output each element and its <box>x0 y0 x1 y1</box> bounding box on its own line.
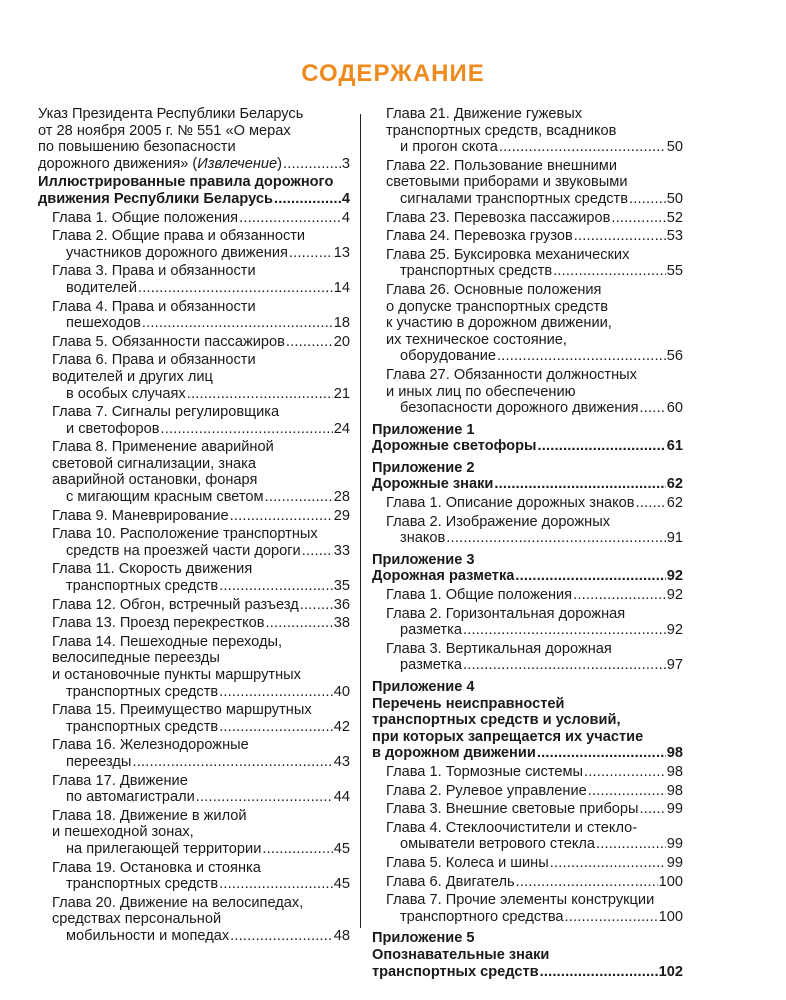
page-number: 48 <box>333 927 350 944</box>
dot-leader <box>300 597 333 614</box>
toc-entry-text: по повышению безопасности <box>38 139 236 156</box>
toc-entry-text: световыми приборами и звуковыми <box>386 174 628 191</box>
dot-leader <box>289 245 333 262</box>
toc-entry-text: Глава 21. Движение гужевых <box>386 106 583 122</box>
toc-entry <box>372 801 683 818</box>
page-number: 45 <box>333 876 350 893</box>
page-number: 98 <box>666 782 683 799</box>
dot-leader <box>219 719 333 736</box>
page-number: 61 <box>666 438 683 455</box>
toc-entry-text: оборудование <box>400 348 497 365</box>
toc-entry-text: Глава 1. Описание дорожных знаков <box>386 495 635 512</box>
dot-leader <box>540 964 658 981</box>
toc-entry-text: Глава 23. Перевозка пассажиров <box>386 209 611 226</box>
toc-entry-text: их техническое состояние, <box>386 331 567 348</box>
toc-entry-text: водителей и других лиц <box>52 368 213 385</box>
toc-column-right <box>372 106 683 982</box>
toc-entry-text: участников дорожного движения <box>66 244 288 261</box>
dot-leader <box>230 508 333 525</box>
toc-entry-text: дорожного движения» (Извлечение) <box>38 155 282 172</box>
toc-entry <box>38 439 350 505</box>
toc-entry-text: средствах персональной <box>52 911 222 928</box>
page-number: 97 <box>666 657 683 674</box>
toc-entry-text: Глава 7. Сигналы регулировщика <box>52 404 280 421</box>
page-number: 99 <box>666 854 683 871</box>
page-number: 92 <box>666 622 683 639</box>
toc-entry <box>38 508 350 525</box>
toc-entry-text: Глава 7. Прочие элементы конструкции <box>386 892 655 909</box>
toc-entry <box>38 634 350 700</box>
page-number: 43 <box>333 753 350 770</box>
dot-leader <box>497 348 666 365</box>
dot-leader <box>565 909 658 926</box>
toc-entry-text: Глава 5. Колеса и шины <box>386 854 549 871</box>
toc-entry-text: и прогон скота <box>400 139 498 156</box>
toc-entry-text: транспортного средства <box>400 908 564 925</box>
toc-entry-text: разметка <box>400 622 462 639</box>
dot-leader <box>463 622 666 639</box>
toc-entry-text: велосипедные переезды <box>52 650 220 667</box>
toc-entry <box>372 422 683 455</box>
page-number: 40 <box>333 683 350 700</box>
toc-entry-text: световой сигнализации, знака <box>52 455 256 472</box>
dot-leader <box>196 789 333 806</box>
dot-leader <box>463 657 666 674</box>
toc-entry <box>38 702 350 735</box>
dot-leader <box>550 855 666 872</box>
toc-entry <box>372 495 683 512</box>
toc-entry-text: Глава 13. Проезд перекрестков <box>52 615 265 632</box>
dot-leader <box>636 495 666 512</box>
toc-entry-text: Глава 2. Горизонтальная дорожная <box>386 605 626 622</box>
toc-column-left <box>38 106 350 947</box>
page-number: 92 <box>666 587 683 604</box>
toc-entry-text: Глава 2. Изображение дорожных <box>386 513 610 530</box>
toc-entry-text: омыватели ветрового стекла <box>400 836 596 853</box>
page-number: 4 <box>341 209 350 226</box>
toc-entry-text: при которых запрещается их участие <box>372 728 644 745</box>
dot-leader <box>132 754 332 771</box>
toc-entry-text: разметка <box>400 657 462 674</box>
dot-leader <box>629 191 666 208</box>
toc-entry <box>372 892 683 925</box>
toc-entry-text: Глава 16. Железнодорожные <box>52 737 249 754</box>
toc-entry-text: Приложение 1 <box>372 421 475 438</box>
toc-entry-text: Глава 17. Движение <box>52 772 188 789</box>
dot-leader <box>584 764 666 781</box>
page-number: 98 <box>666 745 683 762</box>
toc-entry-text: Глава 8. Применение аварийной <box>52 439 274 456</box>
toc-entry <box>372 587 683 604</box>
dot-leader <box>515 568 665 585</box>
page-number: 100 <box>658 908 683 925</box>
toc-entry <box>372 606 683 639</box>
toc-entry-text: Глава 4. Стеклоочистители и стекло- <box>386 819 638 836</box>
page-number: 36 <box>333 596 350 613</box>
page-number: 50 <box>666 139 683 156</box>
dot-leader <box>611 210 665 227</box>
dot-leader <box>574 228 666 245</box>
toc-entry-text: Глава 27. Обязанности должностных <box>386 366 637 383</box>
page-number: 53 <box>666 228 683 245</box>
toc-entry-text: Приложение 3 <box>372 551 475 568</box>
toc-entry <box>372 552 683 585</box>
toc-entry-text: Глава 14. Пешеходные переходы, <box>52 633 283 650</box>
toc-entry-text: Глава 2. Общие права и обязанности <box>52 228 306 245</box>
dot-leader <box>588 783 666 800</box>
toc-entry-text: с мигающим красным светом <box>66 489 264 506</box>
toc-entry-text: Глава 1. Общие положения <box>386 587 573 604</box>
toc-entry-text: Глава 2. Рулевое управление <box>386 782 587 799</box>
toc-entry-text: транспортных средств, всадников <box>386 122 617 139</box>
toc-entry-text: сигналами транспортных средств <box>400 190 628 207</box>
toc-entry <box>38 737 350 770</box>
page-number: 14 <box>333 279 350 296</box>
toc-entry-text: транспортных средств и условий, <box>372 712 621 729</box>
toc-entry-text: Глава 1. Общие положения <box>52 209 239 226</box>
toc-entry-text: Приложение 5 <box>372 930 475 947</box>
dot-leader <box>274 191 341 208</box>
page-number: 33 <box>333 542 350 559</box>
dot-leader <box>596 836 666 853</box>
toc-entry-text: Дорожные светофоры <box>372 438 537 455</box>
dot-leader <box>219 684 333 701</box>
toc-entry-text: транспортных средств <box>400 263 553 280</box>
toc-entry-text: движения Республики Беларусь <box>38 190 273 207</box>
toc-entry-text: знаков <box>400 530 446 547</box>
page-number: 99 <box>666 801 683 818</box>
dot-leader <box>266 615 333 632</box>
toc-entry <box>372 641 683 674</box>
toc-entry-text: Глава 6. Права и обязанности <box>52 352 256 369</box>
toc-entry-text: по автомагистрали <box>66 789 195 806</box>
toc-entry-text: Иллюстрированные правила дорожного <box>38 174 334 191</box>
page-number: 45 <box>333 840 350 857</box>
toc-entry <box>38 210 350 227</box>
toc-entry-text: Глава 26. Основные положения <box>386 281 602 298</box>
toc-entry-text: транспортных средств <box>66 876 219 893</box>
page-number: 60 <box>666 400 683 417</box>
toc-entry <box>372 514 683 547</box>
toc-entry-text: Глава 4. Права и обязанности <box>52 298 256 315</box>
toc-entry <box>372 158 683 208</box>
dot-leader <box>302 543 333 560</box>
toc-entry-text: аварийной остановки, фонаря <box>52 472 258 489</box>
toc-entry-text: и пешеходной зонах, <box>52 824 194 841</box>
dot-leader <box>537 438 665 455</box>
toc-entry-text: транспортных средств <box>66 578 219 595</box>
dot-leader <box>265 489 333 506</box>
toc-entry-text: пешеходов <box>66 315 141 332</box>
toc-entry-text: транспортных средств <box>372 963 539 980</box>
page-number: 21 <box>333 385 350 402</box>
toc-entry <box>372 874 683 891</box>
toc-entry <box>38 174 350 207</box>
toc-entry-text: от 28 ноября 2005 г. № 551 «О мерах <box>38 122 291 139</box>
page-number: 52 <box>666 209 683 226</box>
page-number: 24 <box>333 420 350 437</box>
toc-entry <box>38 597 350 614</box>
dot-leader <box>446 530 665 547</box>
dot-leader <box>219 578 333 595</box>
toc-entry-text: Глава 9. Маневрирование <box>52 507 229 524</box>
toc-entry <box>372 783 683 800</box>
toc-entry-text: Опознавательные знаки <box>372 946 550 963</box>
toc-entry-text: транспортных средств <box>66 683 219 700</box>
toc-entry-text: и иных лиц по обеспечению <box>386 383 576 400</box>
toc-entry <box>372 282 683 365</box>
toc-entry-text: водителей <box>66 279 137 296</box>
page-number: 20 <box>333 333 350 350</box>
dot-leader <box>537 745 666 762</box>
toc-entry <box>38 228 350 261</box>
dot-leader <box>494 476 665 493</box>
dot-leader <box>262 841 332 858</box>
toc-entry-text: Глава 20. Движение на велосипедах, <box>52 894 304 911</box>
toc-entry <box>38 352 350 402</box>
dot-leader <box>219 876 333 893</box>
toc-entry <box>38 404 350 437</box>
toc-entry <box>38 106 350 172</box>
dot-leader <box>230 928 333 945</box>
page-number: 13 <box>333 244 350 261</box>
toc-entry <box>38 773 350 806</box>
page-number: 38 <box>333 615 350 632</box>
toc-entry <box>372 855 683 872</box>
toc-entry-text: Указ Президента Республики Беларусь <box>38 106 304 122</box>
toc-entry-text: Дорожные знаки <box>372 476 494 493</box>
toc-entry-text: Приложение 4 <box>372 679 475 695</box>
page-number: 35 <box>333 578 350 595</box>
toc-entry-text: Перечень неисправностей <box>372 695 565 712</box>
dot-leader <box>142 315 333 332</box>
toc-entry <box>372 106 683 156</box>
page-number: 50 <box>666 190 683 207</box>
dot-leader <box>516 874 658 891</box>
toc-entry <box>38 263 350 296</box>
toc-entry <box>38 334 350 351</box>
toc-entry-text: Глава 12. Обгон, встречный разъезд <box>52 596 299 613</box>
column-divider <box>360 114 361 928</box>
toc-entry-text: о допуске транспортных средств <box>386 298 608 315</box>
dot-leader <box>286 334 333 351</box>
toc-entry-text: в дорожном движении <box>372 745 536 762</box>
toc-entry-text: переезды <box>66 753 132 770</box>
toc-entry <box>38 860 350 893</box>
toc-entry <box>372 820 683 853</box>
toc-entry-text: мобильности и мопедах <box>66 927 230 944</box>
toc-entry <box>38 615 350 632</box>
toc-entry-text: и остановочные пункты маршрутных <box>52 667 301 683</box>
toc-entry-text: Глава 5. Обязанности пассажиров <box>52 333 285 350</box>
dot-leader <box>640 801 666 818</box>
toc-entry <box>38 526 350 559</box>
dot-leader <box>553 263 666 280</box>
page-number: 98 <box>666 763 683 780</box>
dot-leader <box>160 421 332 438</box>
toc-entry-text: средств на проезжей части дороги <box>66 542 301 559</box>
toc-entry-text: Глава 11. Скорость движения <box>52 561 253 578</box>
toc-entry-text: к участию в дорожном движении, <box>386 315 612 332</box>
toc-entry-text: Глава 22. Пользование внешними <box>386 157 617 174</box>
page-number: 4 <box>341 190 350 207</box>
dot-leader <box>138 280 333 297</box>
toc-entry-text: Дорожная разметка <box>372 568 515 585</box>
toc-entry-text: Глава 3. Права и обязанности <box>52 263 256 280</box>
page-number: 62 <box>666 476 683 493</box>
toc-entry <box>38 895 350 945</box>
page-title: СОДЕРЖАНИЕ <box>301 60 485 87</box>
toc-entry-text: Глава 19. Остановка и стоянка <box>52 859 261 876</box>
dot-leader <box>573 587 666 604</box>
toc-entry-text: транспортных средств <box>66 718 219 735</box>
toc-entry <box>372 460 683 493</box>
dot-leader <box>239 210 341 227</box>
page-number: 62 <box>666 495 683 512</box>
toc-entry-text: безопасности дорожного движения <box>400 400 639 417</box>
toc-entry-text: в особых случаях <box>66 385 186 402</box>
toc-entry-text: Глава 3. Вертикальная дорожная <box>386 640 612 657</box>
page-number: 28 <box>333 489 350 506</box>
dot-leader <box>640 400 666 417</box>
page-number: 100 <box>658 873 683 890</box>
page-number: 92 <box>666 568 683 585</box>
toc-entry-text: Глава 1. Тормозные системы <box>386 763 584 780</box>
toc-entry <box>38 808 350 858</box>
toc-entry <box>372 930 683 980</box>
toc-entry-text: на прилегающей территории <box>66 840 262 857</box>
dot-leader <box>499 139 666 156</box>
page-number: 102 <box>658 963 683 980</box>
toc-entry-text: Глава 3. Внешние световые приборы <box>386 801 639 818</box>
toc-entry-text: Глава 25. Буксировка механических <box>386 246 630 263</box>
toc-entry-text: Глава 24. Перевозка грузов <box>386 228 573 245</box>
toc-entry-text: Глава 15. Преимущество маршрутных <box>52 702 312 719</box>
toc-entry <box>372 247 683 280</box>
toc-entry-text: Глава 18. Движение в жилой <box>52 807 247 824</box>
page-number: 18 <box>333 315 350 332</box>
page-number: 3 <box>341 155 350 172</box>
toc-entry <box>372 367 683 417</box>
toc-entry <box>372 210 683 227</box>
page-number: 55 <box>666 263 683 280</box>
page-number: 42 <box>333 718 350 735</box>
page-number: 29 <box>333 507 350 524</box>
toc-entry <box>372 679 683 762</box>
page-number: 56 <box>666 348 683 365</box>
page-number: 91 <box>666 530 683 547</box>
dot-leader <box>283 156 341 173</box>
toc-entry-text: Глава 6. Двигатель <box>386 873 515 890</box>
toc-entry <box>38 299 350 332</box>
page-number: 44 <box>333 789 350 806</box>
toc-entry-text: и светофоров <box>66 420 160 437</box>
toc-entry <box>372 764 683 781</box>
toc-entry <box>372 228 683 245</box>
toc-entry <box>38 561 350 594</box>
toc-entry-text: Приложение 2 <box>372 459 475 476</box>
dot-leader <box>187 386 333 403</box>
toc-entry-text: Глава 10. Расположение транспортных <box>52 526 318 543</box>
page-number: 99 <box>666 836 683 853</box>
